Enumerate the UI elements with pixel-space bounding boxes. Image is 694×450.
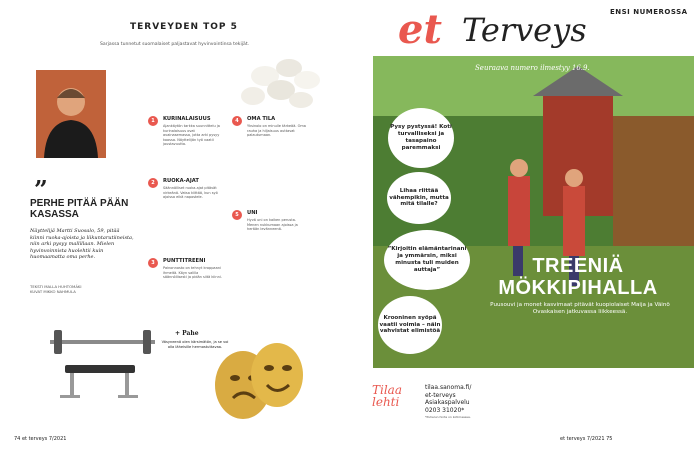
teaser-bubble-2: Lihaa riittää vähempikin, mutta mitä tilalle? — [387, 172, 451, 224]
theatre-masks-image — [195, 330, 315, 425]
seuraava-numero: Seuraava numero ilmestyy 16.9. — [475, 64, 590, 72]
cover-subhead: Puusouvi ja monet kasvimaat pitävät kuopiolaiset Maija ja Väinö Ovaskaisen jatkuvassa liikkeessä. — [490, 302, 670, 315]
item-title: PUNTTITREENI — [163, 258, 206, 264]
item-4 — [232, 116, 242, 126]
item-text: Yksinolo on minulle tärkeää. Oma rauha ja hiljaisuus auttavat palautumaan. — [247, 124, 306, 138]
quote-mark: ” — [34, 175, 48, 204]
item-title: UNI — [247, 210, 258, 216]
top5-title: TERVEYDEN TOP 5 — [130, 22, 238, 32]
item-text: Ajankäytön tarkka suunnittelu ja kurinalaisuus ovat avainasemassa, jotta arki pysyy koossa. Näyttelijän työ vaatii joustavuutta. — [163, 124, 220, 147]
eggs-image — [215, 48, 335, 118]
item-number: 2 — [148, 178, 158, 188]
item-2 — [148, 178, 158, 188]
top5-intro: Sarjassa tunnetut suomalaiset paljastavat hyvinvointinsa tekijät. — [100, 42, 250, 47]
tilaa-lehti: Tilaa lehti — [372, 383, 402, 409]
page-footer-right: et terveys 7/2021 75 — [560, 436, 613, 442]
item-title: RUOKA-AJAT — [163, 178, 199, 184]
call-price-note: *Puhelun hinta on kotimaassa. — [425, 415, 471, 419]
item-number: 4 — [232, 116, 242, 126]
logo-terveys: Terveys — [462, 11, 587, 49]
article-headline: PERHE PITÄÄ PÄÄN KASASSA — [30, 198, 129, 220]
item-number: 5 — [232, 210, 242, 220]
item-title: KURINALAISUUS — [163, 116, 211, 122]
dumbbell-bench-image — [40, 320, 165, 400]
ensi-numerossa: ENSI NUMEROSSA — [610, 8, 688, 16]
item-number: 3 — [148, 258, 158, 268]
subscription-info: tilaa.sanoma.fi/ et-terveys Asiakaspalvelu 0203 31020* — [425, 384, 472, 414]
item-1 — [148, 116, 158, 126]
pahe-title: + Pahe — [175, 330, 199, 337]
item-text: Painonnosto on tehnyt kroppaani ihmeitä. Käyn salilla säännöllisesti ja pidän siitä kiinni. — [163, 266, 222, 280]
subscription-area — [373, 370, 694, 450]
item-text: Hyvä uni on kaiken perusta. Menen nukkumaan ajoissa ja herään levänneenä. — [247, 218, 298, 232]
portrait-image — [36, 70, 106, 158]
item-title: OMA TILA — [247, 116, 276, 122]
cover-headline: TREENIÄ MÖKKIPIHALLA — [498, 255, 658, 299]
item-number: 1 — [148, 116, 158, 126]
credit: TEKSTI MALLA HUHTOMÄKI KUVAT MIKKO NAHMULA — [30, 284, 82, 294]
teaser-bubble-3: ”Kirjoitin elämäntarinani ja ymmärsin, miksi minusta tuli muiden auttaja” — [384, 230, 470, 290]
page-footer-left: 74 et terveys 7/2021 — [14, 436, 67, 442]
item-text: Säännölliset ruoka-ajat pitävät virkeänä. Vatsa kiittää, kun syö ajoissa eikä napostele. — [163, 186, 218, 200]
article-lead: Näyttelijä Martti Suosalo, 59, pitää kiinni ruoka-ajoista ja liikuntarutiineista, niin arki pysyy mallillaan. Mielen hyvinvoinnista huolehtii kuin huomaamatta oma perhe. — [30, 228, 134, 261]
item-5 — [232, 210, 242, 220]
logo-et: et — [398, 6, 442, 53]
teaser-bubble-4: Krooninen syöpä vaatii voimia – näin vahvistat elimistöä — [378, 296, 442, 354]
pahe-text: Väsyneenä olen kärsimätön, ja se voi olla läheisille hermostuttavaa. — [161, 340, 229, 349]
item-3 — [148, 258, 158, 268]
teaser-bubble-1: Pysy pystyssä! Koti turvalliseksi ja tasapaino paremmaksi — [388, 108, 454, 168]
